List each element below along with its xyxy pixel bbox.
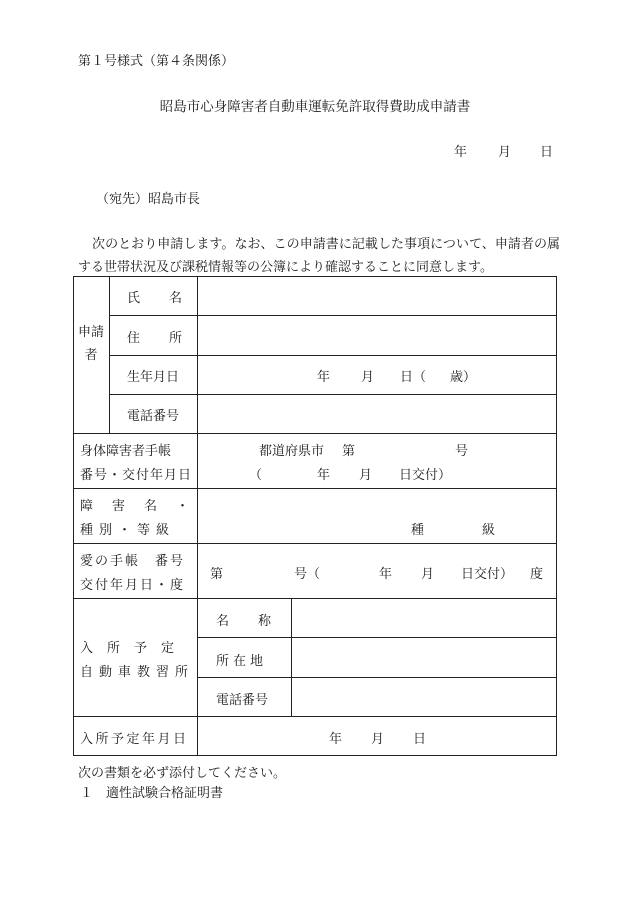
name-label-1: 氏: [127, 291, 141, 306]
ai-handbook-label-1: 愛の手帳 番号: [80, 554, 186, 569]
ai-handbook-label-2: 交付年月日・度: [80, 578, 186, 593]
intro-text: 次のとおり申請します。なお、この申請書に記載した事項について、申請者の属する世帯状況及び課税情報等の公簿により確認することに同意します。: [78, 237, 560, 275]
page-title: 昭島市心身障害者自動車運転免許取得費助成申請書: [159, 99, 471, 115]
handbook-year: 年: [317, 468, 331, 483]
name-field[interactable]: [199, 277, 556, 315]
ai-issued: 日交付）: [461, 567, 514, 582]
disability-handbook-label-1: 身体障害者手帳: [80, 444, 172, 459]
address-label-1: 住: [127, 331, 141, 346]
handbook-issued: 日交付）: [399, 468, 452, 483]
birthdate-day: 日（: [400, 370, 427, 385]
prefecture-label: 都道府県市: [259, 444, 325, 459]
attachment-item-number: １: [80, 786, 94, 801]
school-location-field[interactable]: [293, 639, 556, 677]
handbook-number-suffix: 号: [455, 444, 469, 459]
ai-degree: 度: [530, 567, 544, 582]
school-label-1: 入所予定: [80, 641, 189, 656]
name-label-2: 名: [169, 291, 183, 306]
handbook-month: 月: [359, 468, 373, 483]
date-year-label: 年: [454, 145, 468, 160]
address-field[interactable]: [199, 317, 556, 355]
attachment-item: [80, 782, 223, 801]
attachment-item-name: 適性試験合格証明書: [106, 786, 224, 801]
birthdate-month: 月: [361, 370, 375, 385]
school-label-2: 自動車教習所: [80, 665, 195, 680]
attachment-note: 次の書類を必ず添付してください。: [78, 766, 287, 781]
school-name-field[interactable]: [293, 599, 556, 637]
ai-month: 月: [421, 567, 435, 582]
birthdate-label: 生年月日: [127, 370, 180, 385]
school-name-label-1: 名: [216, 614, 230, 629]
disability-grade-label: 級: [482, 523, 496, 538]
birthdate-year: 年: [317, 370, 331, 385]
form-number: 第１号様式（第４条関係）: [78, 54, 235, 69]
enrollment-year: 年: [329, 732, 343, 747]
school-phone-label: 電話番号: [216, 693, 269, 708]
disability-name-label-1: 障害名・: [80, 499, 209, 514]
enrollment-month: 月: [371, 732, 385, 747]
enrollment-day: 日: [413, 732, 427, 747]
ai-number-suffix: 号（: [294, 567, 321, 582]
phone-label: 電話番号: [127, 409, 180, 424]
disability-handbook-label-2: 番号・交付年月日: [80, 468, 193, 483]
birthdate-age: 歳）: [450, 370, 477, 385]
disability-name-label-2: 種別・等級: [80, 523, 176, 538]
school-name-label-2: 称: [258, 614, 272, 629]
addressee: （宛先）昭島市長: [96, 192, 201, 207]
handbook-number-prefix: 第: [342, 444, 356, 459]
date-month-label: 月: [498, 145, 512, 160]
handbook-open-paren: （: [249, 468, 263, 483]
ai-year: 年: [379, 567, 393, 582]
date-day-label: 日: [540, 145, 554, 160]
applicant-group-label: 申請者: [77, 325, 104, 363]
disability-type-label: 種: [411, 523, 425, 538]
phone-field[interactable]: [199, 396, 556, 432]
ai-number-prefix: 第: [210, 567, 224, 582]
school-phone-field[interactable]: [293, 679, 556, 715]
enrollment-date-label: 入所予定年月日: [80, 732, 189, 747]
application-form-table: [73, 276, 557, 756]
intro-paragraph: [78, 233, 560, 279]
school-location-label: 所在地: [216, 654, 268, 669]
address-label-2: 所: [169, 331, 183, 346]
